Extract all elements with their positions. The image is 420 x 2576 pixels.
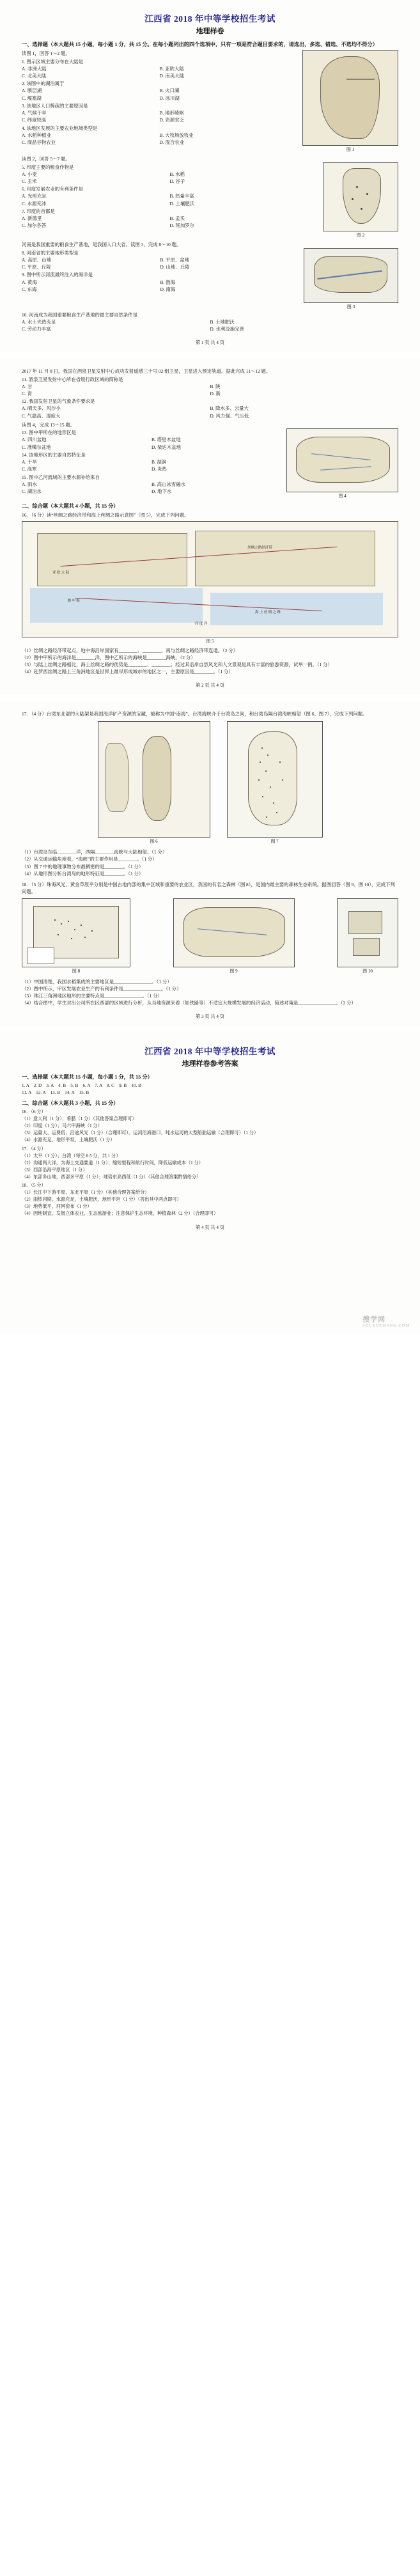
option: D. 土壤肥沃 [169, 200, 195, 207]
question-6: 6. 印度发展农业的有利条件是 [22, 186, 84, 192]
figure-9-caption: 图 9 [229, 969, 238, 974]
answer-17-part-4: （4）东部多山地，西部多平原（1 分）；地势东高西低（1 分）（其他合理答案酌情给分） [22, 1174, 201, 1180]
option: B. 大牧场放牧业 [159, 132, 194, 139]
option: D. 水利设施完善 [210, 325, 244, 332]
question-18-part-2: （2）图中所示，甲区发展农业生产的有利条件是________________。（1 分） [22, 986, 182, 992]
answer-18-part-3: （3）地势低平，河网密布（1 分） [22, 1204, 92, 1210]
question-18-part-1: （1）中国清楚，我国水稻集成的主要地区是________________。（1 分） [22, 979, 172, 985]
answer-16-heading: 16. （6 分） [22, 1109, 46, 1115]
question-9-options [22, 279, 299, 293]
figure-6-taiwan-terrain-map [98, 721, 210, 838]
figure-4-china-map [286, 428, 398, 492]
option: A. 干旱 [22, 459, 37, 465]
option: D. 混合农业 [159, 139, 185, 146]
page2-left-column [22, 428, 281, 495]
q8-lead: 河南是我国重要的粮食生产基地，是我国人口大省。读图 3，完成 8～10 题。 [22, 242, 182, 247]
question-8-options [22, 256, 299, 270]
figure-2-caption: 图 2 [356, 233, 365, 238]
answer-row-1: 1. A 2. D 3. A 4. B 5. B 6. A 7. A 8. C 9. B 10. B [22, 1083, 141, 1089]
question-11-options [22, 383, 398, 397]
option: B. 渤海 [160, 279, 175, 285]
answer-row-2: 11. A 12. A 13. B 14. A 15. B [22, 1090, 89, 1096]
answer-page-title: 江西省 2018 年中等学校招生考试 [144, 1047, 276, 1057]
watermark-text: 搜学网 [362, 1316, 386, 1324]
answer-page-subtitle: 地理样卷参考答案 [182, 1060, 238, 1068]
answer-section-1-heading: 一、选择题（本大题共 15 小题，每小题 1 分，共 15 分） [22, 1074, 153, 1081]
option: B. 降水多、云量大 [210, 405, 249, 412]
option: B. 亚欧大陆 [159, 65, 184, 72]
option: C. 纬度较高 [22, 117, 47, 123]
option: C. 平原、丘陵 [22, 263, 51, 270]
answer-18-part-2: （2）雨热同期，水源充足，土壤肥沃，地形平坦（1 分）（答出其中两点即可） [22, 1197, 182, 1203]
option: A. 雨水 [22, 481, 37, 488]
answer-16-part-1: （1）意大利（1 分）；希腊（1 分）（其他答案合理即可） [22, 1116, 137, 1122]
question-15: 15. 图中乙河流域的主要水源补给来自 [22, 474, 100, 480]
figure-1-caption: 图 1 [346, 146, 355, 152]
question-4-options [22, 132, 297, 146]
page-4-footer: 第 4 页 共 4 页 [196, 1225, 224, 1231]
question-16-part-4: （4）赴罗西丝绸之路上三角洲地区是世界上最早形成城市的地区之一，主要原因是________。（1 分） [22, 669, 233, 675]
question-1: 1. 图示区域主要分布在大陆是 [22, 58, 84, 65]
question-16-part-3: （3）与陆上丝绸之路相比，海上丝绸之路的优势是________、________；经过其沿岸自然风光和人文景观是具有丰富的旅游资源，试举一例。（1 分） [22, 662, 332, 668]
option: C. 堰塞湖 [22, 95, 42, 101]
option: A. 气候干旱 [22, 110, 47, 116]
watermark [362, 1314, 410, 1328]
figure-7-caption: 图 7 [270, 839, 279, 845]
option: D. 南海 [160, 286, 176, 292]
figure-10-pearl-river-delta-map [337, 898, 398, 967]
question-17-part-2: （2）从交通运输角度看，“海峡”的主要作用是________。（1 分） [22, 856, 157, 863]
option: D. 风力强、气压低 [210, 412, 249, 419]
question-9: 9. 图中所示河流最终注入的海洋是 [22, 272, 93, 278]
figure-2-container [323, 162, 398, 238]
figure-3-henan-map [304, 248, 398, 303]
figure-10-caption: 图 10 [362, 969, 373, 974]
answer-18-heading: 18. （5 分） [22, 1183, 46, 1189]
watermark-subtext: SOUXUEWANG.COM [362, 1324, 410, 1329]
page-2 [0, 359, 420, 695]
option: B. 土地肥沃 [210, 318, 235, 325]
question-10-options [22, 318, 398, 332]
page-4-answers [0, 1033, 420, 1333]
option: C. 劳动力丰富 [22, 325, 51, 332]
question-4: 4. 该地区发展的主要农业地域类型是 [22, 125, 98, 131]
answers-body [22, 1073, 398, 1217]
option: D. 谷子 [169, 178, 185, 184]
figure-8-container [22, 898, 130, 974]
question-18-heading: 18. （5 分）珠海风光、黄金草原平分别是中国古地内部的集中区域和重要的农业区，我国的有名之森林（图 8），是国内最主要的森林生态系统。据图回答（图 9、图 10），完成下列问题。 [22, 881, 395, 894]
question-13: 13. 图中甲所在的地形区是 [22, 430, 76, 436]
page-1-footer: 第 1 页 共 4 页 [196, 340, 224, 345]
option: D. 冰川湖 [159, 95, 180, 101]
option: C. 北美大陆 [22, 72, 47, 79]
option: B. 热量丰富 [169, 193, 194, 199]
question-3-options [22, 109, 297, 123]
section-2-heading: 二、综合题（本大题共 4 小题，共 15 分） [22, 503, 119, 509]
option: B. 地形崎岖 [159, 110, 184, 116]
option: D. 柴达木盆地 [152, 444, 181, 450]
answer-17-part-1: （1）太平（1 分）；台湾（每空 0.5 分，共 1 分） [22, 1153, 121, 1159]
option: C. 准噶尔盆地 [22, 444, 51, 450]
option: B. 平原、盆地 [160, 256, 190, 263]
answer-16-part-3: （3）运量大、运费低；沿途风光（1 分）（合理即可）。运河沿海港口、吨水运河的大型船舶运输（合理即可）（1 分） [22, 1130, 259, 1136]
question-15-options [22, 481, 281, 495]
option: C. 玉米 [22, 178, 37, 184]
figure-5-caption: 图 5 [206, 638, 214, 644]
question-14: 14. 该地形区的主要自然特征是 [22, 452, 86, 458]
figure-5-silk-road-map: 亚 欧 大 陆 丝绸之路经济带 海 上 丝 绸 之 路 地 中 海 印 度 洋 [22, 521, 398, 637]
page1-bottom-column [22, 248, 299, 293]
figure-6-container [98, 721, 210, 845]
question-7: 7. 印度的首都是 [22, 208, 55, 215]
figure-2-india-map [323, 162, 398, 231]
question-17-part-4: （4）从地形图分析台湾岛的地形特征是________。（1 分） [22, 870, 144, 877]
figure-1-africa-map [302, 50, 398, 146]
question-7-options [22, 215, 318, 229]
figure-9-container [173, 898, 295, 974]
page2-lead: 2017 年 11 月 8 日，我国在酒泉卫星发射中心成功发射遥感三十号 02 组卫星，卫星进入预定轨道。据此完成 11～12 题。 [22, 368, 271, 374]
q13-lead: 读图 4，完成 13～15 题。 [22, 421, 75, 428]
question-2: 2. 该图中的湖泊属于 [22, 81, 65, 87]
option: D. 资源贫乏 [159, 117, 185, 123]
option: A. 黄海 [22, 279, 37, 285]
answer-18-part-1: （1）长江中下游平原、东北平原（1 分）（其他合理答案给分） [22, 1190, 150, 1196]
section-1-heading: 一、选择题（本大题共 15 小题，每小题 1 分，共 15 分。在每小题列出的四个选项中，只有一项是符合题目要求的，请选出，多选、错选、不选均不得分） [22, 42, 378, 47]
option: B. 水稻 [169, 171, 185, 177]
page-subtitle: 地理样卷 [196, 27, 224, 35]
question-17-part-1: （1）台湾岛东临________洋，西隔________海峡与大陆相望。（1 分） [22, 849, 167, 855]
figure-7-container [227, 721, 323, 845]
option: C. 水源充沛 [22, 200, 47, 207]
answer-16-part-4: （4）水源充足、地形平坦、土壤肥沃（1 分） [22, 1137, 115, 1143]
figure-4-caption: 图 4 [338, 493, 346, 499]
option: A. 光照充足 [22, 193, 47, 199]
option: C. 加尔各答 [22, 222, 47, 229]
question-3: 3. 该地区人口稀疏的主要原因是 [22, 103, 88, 109]
option: A. 水稻种植业 [22, 132, 51, 139]
question-5-options [22, 171, 318, 185]
figure-3-container [304, 248, 398, 310]
figure-1-container [302, 50, 398, 153]
answer-17-part-3: （3）西部沿海平原地区（1 分） [22, 1167, 88, 1173]
option: A. 甘 [22, 383, 33, 389]
page-2-footer: 第 2 页 共 4 页 [196, 683, 224, 689]
question-12: 12. 我国发射卫星的气象条件要求是 [22, 398, 95, 405]
question-13-options [22, 436, 281, 450]
option: A. 高原、山地 [22, 256, 51, 263]
question-18-part-4: （4）结合图中，学生对出公司所在区西部的区域进行分析，从当地资源来看（如铁路等）不适宜大规模发展的经济活动，简述对策是________________。（2 分） [22, 1000, 356, 1006]
option: D. 南美大陆 [159, 72, 185, 79]
page-3-footer: 第 3 页 共 4 页 [196, 1014, 224, 1020]
figure-8-caption: 图 8 [72, 969, 81, 974]
answer-16-part-2: （2）印度（1 分）；马六甲海峡（1 分） [22, 1123, 102, 1128]
page-3 [0, 701, 420, 1026]
option: D. 山地、丘陵 [160, 263, 190, 270]
figure-3-caption: 图 3 [346, 304, 355, 310]
option: D. 班加罗尔 [169, 222, 195, 229]
question-17-part-3: （3）图 7 中的地理事物分布最稠密的是________。（1 分） [22, 863, 144, 870]
question-17-heading: 17. （4 分）台湾东北部的大陆架是我国海洋矿产资源的宝藏，被称为中国“南海”。台湾海峡介于台湾岛之间，和台湾岛隔台湾海峡相望（图 6、图 7），完成下列问题。 [22, 711, 368, 717]
page1-left-column [22, 50, 297, 146]
question-16-part-2: （2）图中甲所示的海洋是________洋，图中乙所示的海峡是________海峡。（2 分） [22, 654, 196, 660]
question-8: 8. 河南省的主要地形类型是 [22, 249, 79, 256]
option: A. 晴天多、风沙小 [22, 405, 61, 412]
option: B. 火口湖 [159, 88, 180, 94]
option: B. 陕 [210, 383, 221, 389]
question-6-options [22, 192, 318, 207]
option: A. 小麦 [22, 171, 37, 177]
option: C. 商品谷物农业 [22, 139, 56, 146]
question-11: 11. 酒泉卫星发射中心所在省级行政区域的简称是 [22, 376, 123, 382]
option: A. 非洲大陆 [22, 65, 47, 72]
option: D. 地下水 [152, 488, 172, 495]
option: C. 东海 [22, 286, 37, 292]
option: D. 炎热 [152, 466, 167, 472]
option: A. 新德里 [22, 215, 42, 222]
q5-lead: 读图 2，回答 5～7 题。 [22, 155, 70, 162]
option: A. 断层湖 [22, 88, 42, 94]
question-16-heading: 16. （6 分）读“丝绸之路经济带和海上丝绸之路示意图”（图 5），完成下列问题。 [22, 511, 189, 518]
figure-7-taiwan-distribution-map [227, 721, 323, 838]
question-5: 5. 印度主要的粮食作物是 [22, 164, 74, 170]
option: D. 新 [210, 390, 221, 396]
option: B. 湿润 [152, 459, 167, 465]
answer-17-part-2: （2）沟通两大洋，为海上交通要道（1 分）；缩短里程和航行时间，降低运输成本（1 分） [22, 1160, 203, 1166]
question-1-options [22, 65, 297, 79]
page-title: 江西省 2018 年中等学校招生考试 [144, 14, 276, 24]
figure-4-container [286, 428, 398, 499]
answer-section-2-heading: 二、综合题（本大题共 3 小题，共 15 分） [22, 1100, 119, 1107]
option: C. 青 [22, 390, 33, 396]
figure-10-container [337, 898, 398, 974]
option: B. 孟买 [169, 215, 185, 222]
option: C. 高寒 [22, 466, 37, 472]
answer-18-part-4: （4）因地制宜，发展立体农业、生态旅游业；注意保护生态环境，种植森林（2 分）（合理即可） [22, 1211, 219, 1217]
option: A. 四川盆地 [22, 437, 47, 443]
option: C. 气温高、湿度大 [22, 412, 61, 419]
answer-17-heading: 17. （4 分） [22, 1146, 46, 1151]
option: B. 高山冰雪融水 [152, 481, 185, 488]
question-16-part-1: （1）丝绸之路经济带起点，地中海沿岸国家有________、________，再与丝绸之路经济带连通。（2 分） [22, 647, 238, 653]
question-2-options [22, 87, 297, 101]
question-18-part-3: （3）珠江三角洲地区地形的主要特点是________________。（1 分） [22, 993, 162, 999]
figure-8-rice-distribution-map [22, 898, 130, 967]
option: A. 水土光热充足 [22, 318, 56, 325]
q1-lead: 读图 1，回答 1～2 题。 [22, 50, 70, 56]
figure-9-china-regions-map [173, 898, 295, 967]
question-10: 10. 河南成为我国重要粮食生产基地的最主要自然条件是 [22, 311, 138, 318]
option: C. 湖泊水 [22, 488, 42, 495]
question-12-options [22, 405, 398, 419]
question-14-options [22, 458, 281, 472]
option: B. 塔里木盆地 [152, 437, 181, 443]
page1-mid-column [22, 162, 318, 229]
page-1 [0, 0, 420, 352]
figure-6-caption: 图 6 [150, 839, 158, 845]
